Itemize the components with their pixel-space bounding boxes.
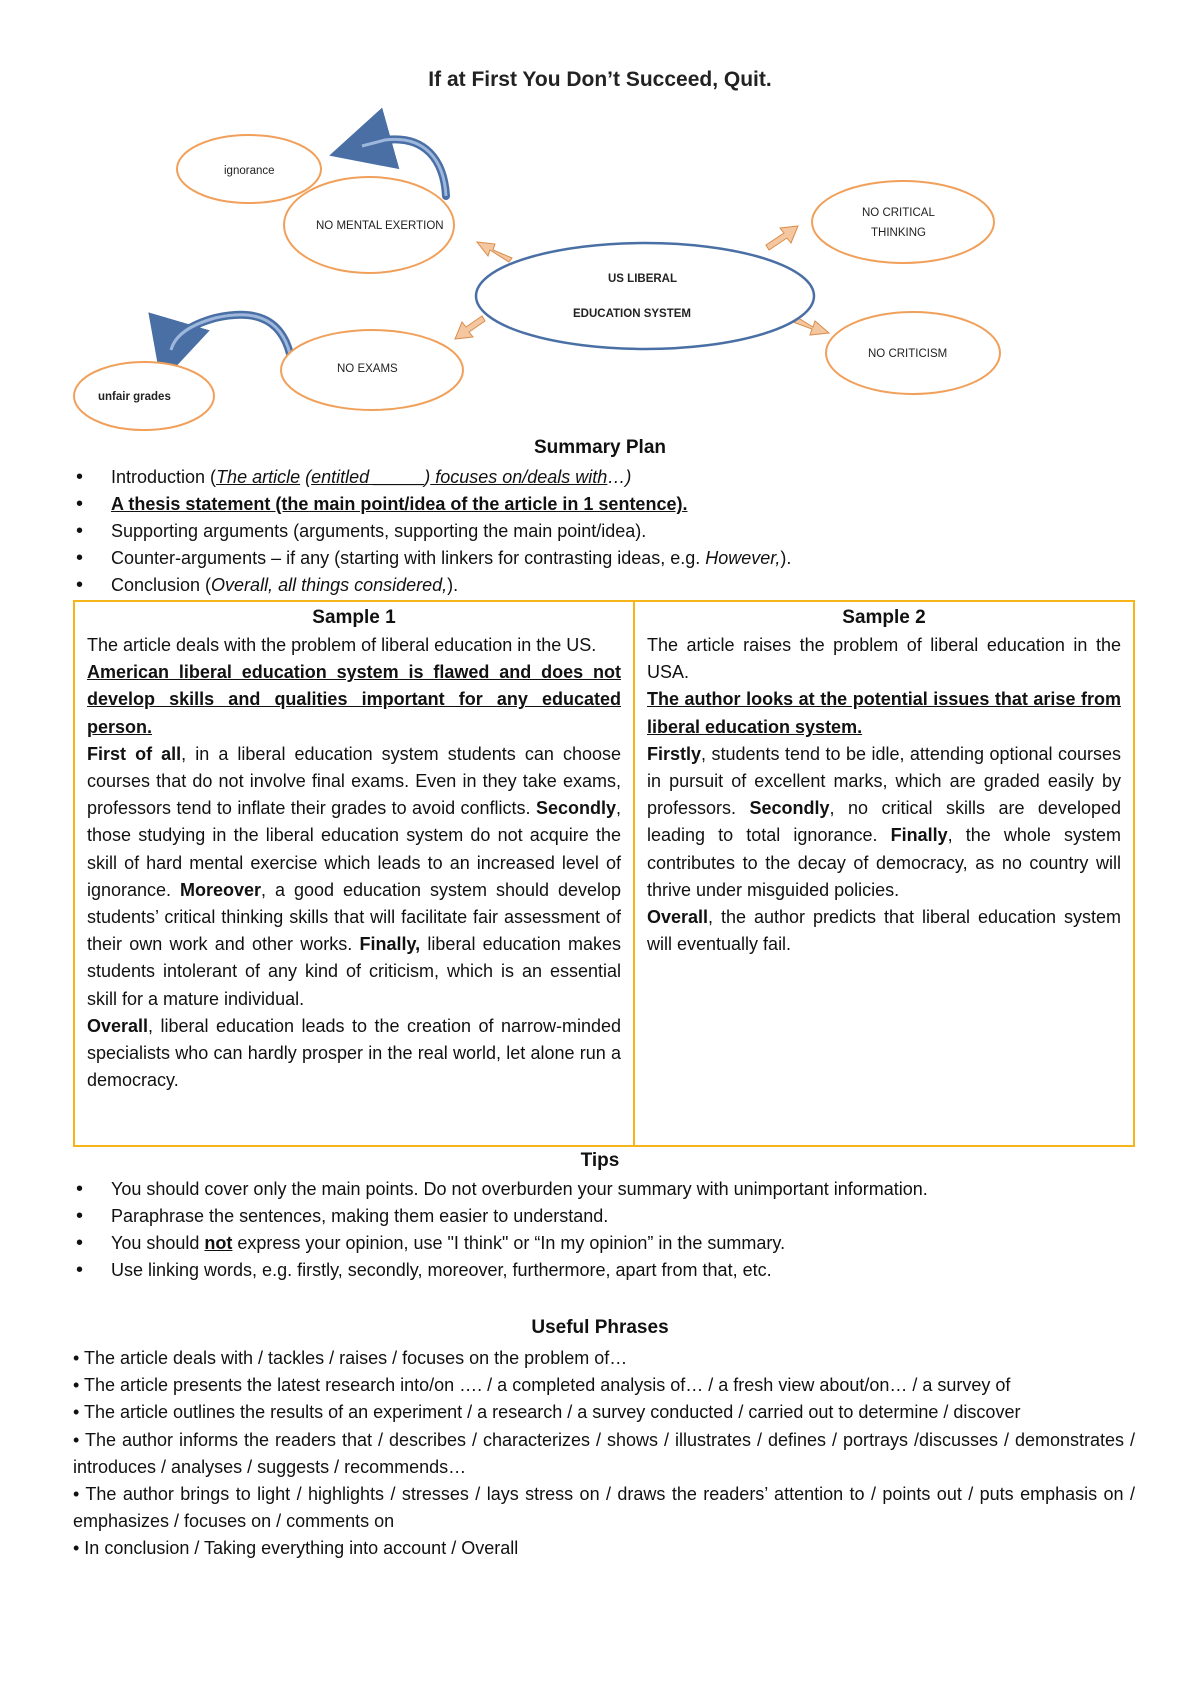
summary-plan-list	[73, 464, 791, 599]
label-unfair-grades: unfair grades	[98, 391, 171, 403]
summary-plan-heading: Summary Plan	[534, 437, 666, 458]
tips-list	[73, 1176, 928, 1284]
plan-item-supporting: • Supporting arguments (arguments, supporting the main point/idea).	[73, 518, 791, 545]
sample-1-body: First of all, in a liberal education system students can choose courses that do not involve final exams. Even in they take exams, professors tend to inflate their grades to avoid conflicts. Secondly, those studying in the liberal education system do not acquire the skill of hard mental exercise which leads to an increased level of ignorance. Moreover, a good education system should develop students’ critical thinking skills that will facilitate fair assessment of their own work and other works. Finally, liberal education makes students intolerant of any kind of criticism, which is an essential skill for a mature individual.	[87, 743, 622, 1009]
label-ignorance: ignorance	[224, 165, 275, 177]
plan-item-thesis: • A thesis statement (the main point/idea of the article in 1 sentence).	[73, 491, 791, 518]
sample-1-heading: Sample 1	[312, 607, 396, 628]
sample-1-column	[75, 602, 635, 1145]
sample-2-column	[635, 602, 1133, 1145]
label-no-exams: NO EXAMS	[337, 363, 398, 375]
plan-item-conclusion: • Conclusion (Overall, all things considered,).	[73, 572, 791, 599]
page-title: If at First You Don’t Succeed, Quit.	[428, 68, 772, 91]
label-no-critical-2: THINKING	[871, 227, 926, 239]
tip-item: • You should not express your opinion, use "I think" or “In my opinion” in the summary.	[73, 1230, 928, 1257]
curved-arrow-unfair-grades	[170, 315, 290, 354]
sample-2-heading: Sample 2	[842, 607, 926, 628]
tip-item: • Paraphrase the sentences, making them easier to understand.	[73, 1203, 928, 1230]
sample-2-conclusion: Overall, the author predicts that liberal education system will eventually fail.	[647, 907, 1121, 955]
phrase-item: • The article deals with / tackles / raises / focuses on the problem of…	[73, 1348, 628, 1368]
useful-phrases-heading: Useful Phrases	[531, 1317, 669, 1338]
tip-item: • Use linking words, e.g. firstly, secondly, moreover, furthermore, apart from that, etc.	[73, 1257, 928, 1284]
sample-1-thesis: American liberal education system is flawed and does not develop skills and qualities important for any educated person.	[87, 662, 621, 737]
label-no-criticism: NO CRITICISM	[868, 348, 948, 360]
arrow-to-critical-thinking	[766, 226, 798, 250]
label-no-mental-exertion: NO MENTAL EXERTION	[316, 220, 444, 232]
plan-item-counter: • Counter-arguments – if any (starting with linkers for contrasting ideas, e.g. However,).	[73, 545, 791, 572]
sample-1-conclusion: Overall, liberal education leads to the creation of narrow-minded specialists who can hardly prosper in the real world, let alone run a democracy.	[87, 1015, 621, 1091]
phrase-item: • In conclusion / Taking everything into account / Overall	[73, 1538, 519, 1559]
mind-map-diagram	[0, 0, 1200, 440]
label-center-line1: US LIBERAL	[608, 273, 677, 285]
sample-2-intro: The article raises the problem of liberal education in the USA.	[647, 635, 1121, 683]
sample-2-thesis: The author looks at the potential issues that arise from liberal education system.	[647, 689, 1121, 737]
useful-phrases-list	[73, 1345, 1135, 1563]
label-no-critical-1: NO CRITICAL	[862, 207, 935, 219]
tips-heading: Tips	[580, 1150, 620, 1171]
sample-1-intro: The article deals with the problem of liberal education in the US.	[87, 635, 597, 655]
label-center-line2: EDUCATION SYSTEM	[573, 308, 691, 320]
bubble-center	[476, 243, 814, 349]
phrase-item: • The article outlines the results of an experiment / a research / a survey conducted / carried out to determine / discover	[73, 1402, 1021, 1423]
tip-item: • You should cover only the main points. Do not overburden your summary with unimportant information.	[73, 1176, 928, 1203]
bubble-no-critical-thinking	[812, 181, 994, 263]
arrow-to-no-exams	[455, 316, 485, 339]
sample-2-body: Firstly, students tend to be idle, attending optional courses in pursuit of excellent marks, which are graded easily by professors. Secondly, no critical skills are developed leading to total ignorance. Finally, the whole system contributes to the decay of democracy, as no country will thrive under misguided policies.	[647, 743, 1121, 900]
phrase-item: • The author brings to light / highlights / stresses / lays stress on / draws the readers’ attention to / points out / puts emphasis on / emphasizes / focuses on / comments on	[73, 1484, 1135, 1532]
arrow-to-mental-exertion	[477, 242, 512, 262]
phrase-item: • The author informs the readers that / describes / characterizes / shows / illustrates / defines / portrays /discusses / demonstrates / introduces / analyses / suggests / recommends…	[73, 1429, 1135, 1477]
plan-item-introduction: • Introduction (The article (entitled _____) focuses on/deals with…)	[73, 464, 791, 491]
phrase-item: • The article presents the latest research into/on …. / a completed analysis of… / a fresh view about/on… / a survey of	[73, 1375, 1011, 1396]
samples-table	[73, 600, 1135, 1147]
